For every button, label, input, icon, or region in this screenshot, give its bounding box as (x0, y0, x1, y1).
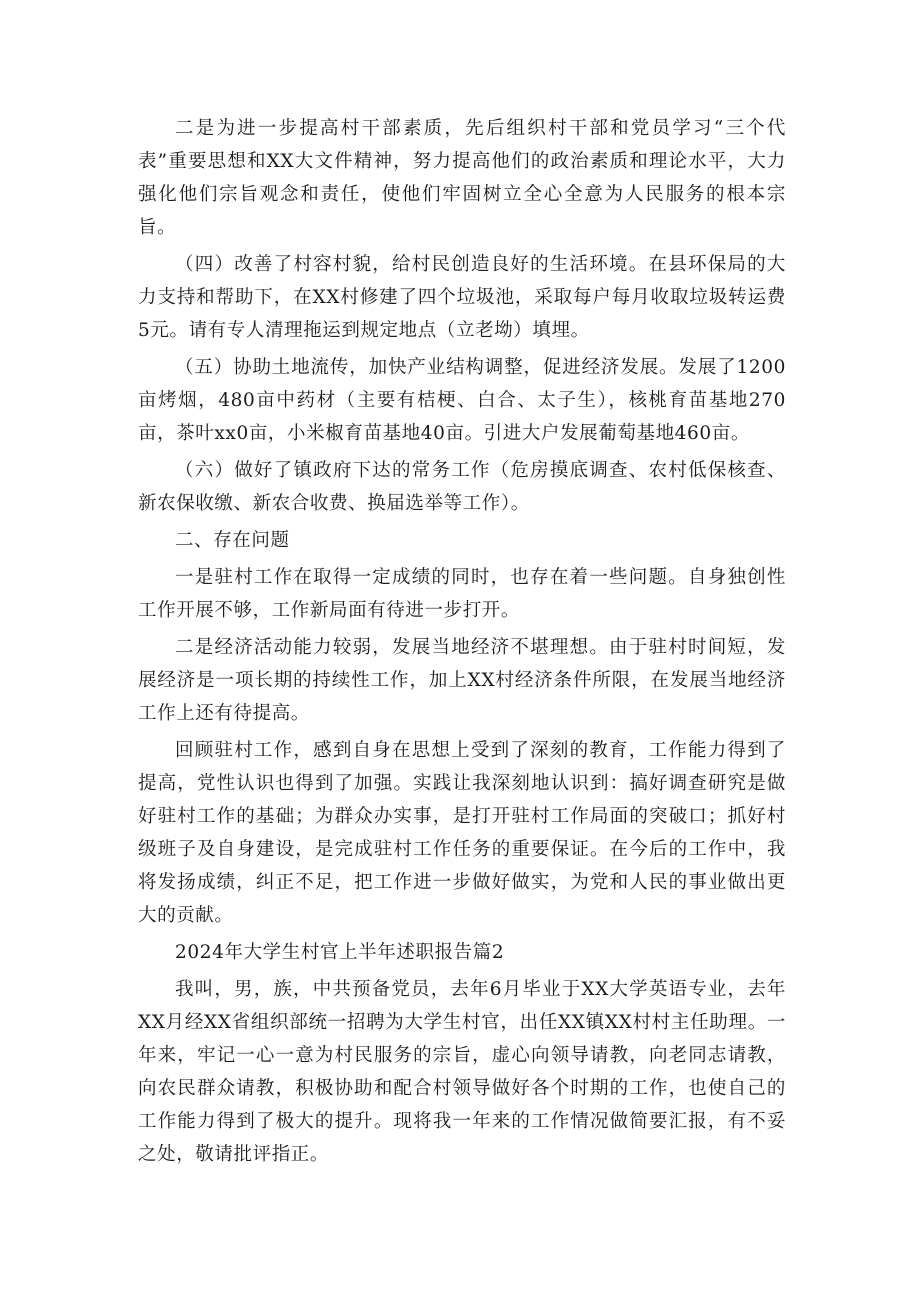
paragraph-introduction: 我叫，男，族，中共预备党员，去年6月毕业于XX大学英语专业，去年XX月经XX省组织部统一招聘为大学生村官，出任XX镇XX村村主任助理。一年来，牢记一心一意为村民服务的宗旨，虚心向领导请教，向老同志请教，向农民群众请教，积极协助和配合村领导做好各个时期的工作，也使自己的工作能力得到了极大的提升。现将我一年来的工作情况做简要汇报，有不妥之处，敬请批评指正。 (138, 979, 786, 1165)
article-title-part-2: 2024年大学生村官上半年述职报告篇2 (175, 942, 505, 963)
paragraph-cadre-training: 二是为进一步提高村干部素质，先后组织村干部和党员学习“三个代表”重要思想和XX大文件精神，努力提高他们的政治素质和理论水平，大力强化他们宗旨观念和责任，使他们牢固树立全心全意为人民服务的根本宗旨。 (138, 118, 786, 238)
document-body (138, 112, 786, 1175)
paragraph-problem-one: 一是驻村工作在取得一定成绩的同时，也存在着一些问题。自身独创性工作开展不够，工作新局面有待进一步打开。 (138, 567, 786, 621)
paragraph-review: 回顾驻村工作，感到自身在思想上受到了深刻的教育，工作能力得到了提高，党性认识也得到了加强。实践让我深刻地认识到：搞好调查研究是做好驻村工作的基础；为群众办实事，是打开驻村工作局面的突破口；抓好村级班子及自身建设，是完成驻村工作任务的重要保证。在今后的工作中，我将发扬成绩，纠正不足，把工作进一步做好做实，为党和人民的事业做出更大的贡献。 (138, 740, 786, 926)
section-heading-problems: 二、存在问题 (175, 530, 290, 551)
paragraph-land-transfer: （五）协助土地流传，加快产业结构调整，促进经济发展。发展了1200亩烤烟，480亩中药材（主要有桔梗、白合、太子生），核桃育苗基地270亩，茶叶xx0亩，小米椒育苗基地40亩。引进大户发展葡萄基地460亩。 (138, 357, 786, 444)
paragraph-problem-two: 二是经济活动能力较弱，发展当地经济不堪理想。由于驻村时间短，发展经济是一项长期的持续性工作，加上XX村经济条件所限，在发展当地经济工作上还有待提高。 (138, 637, 786, 724)
paragraph-village-environment: （四）改善了村容村貌，给村民创造良好的生活环境。在县环保局的大力支持和帮助下，在XX村修建了四个垃圾池，采取每户每月收取垃圾转运费5元。请有专人清理拖运到规定地点（立老坳）填埋。 (138, 254, 786, 341)
paragraph-routine-work: （六）做好了镇政府下达的常务工作（危房摸底调查、农村低保核查、新农保收缴、新农合收费、换届选举等工作）。 (138, 460, 786, 514)
